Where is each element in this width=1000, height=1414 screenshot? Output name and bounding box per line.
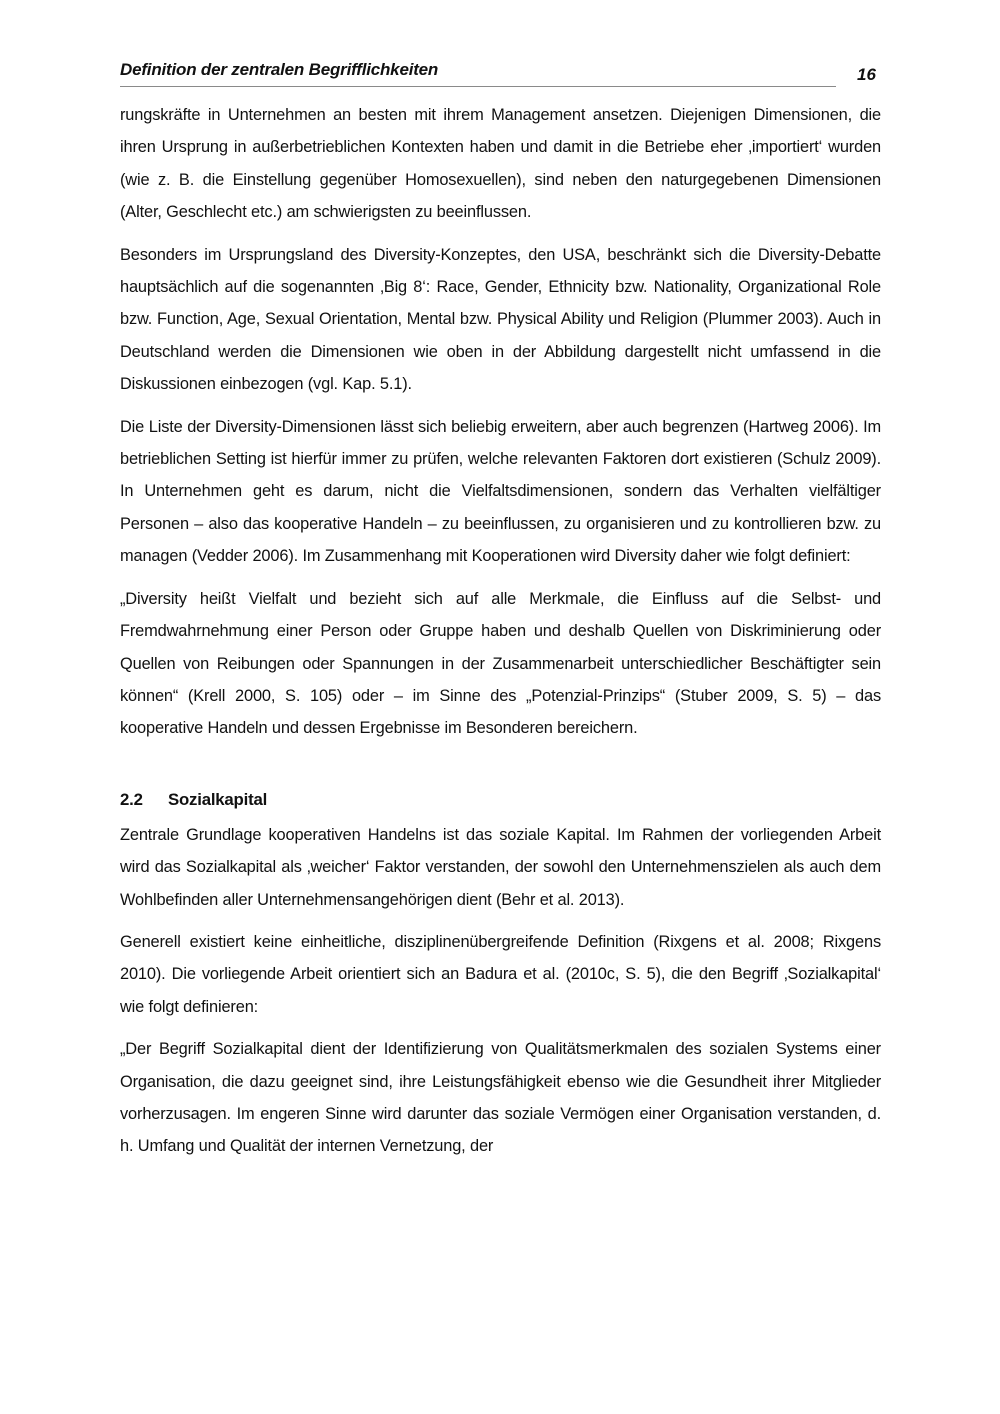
paragraph: Generell existiert keine einheitliche, disziplinenübergreifende Definition (Rixgens et al. 2008; Rixgens 2010). Die vorliegende Arbeit orientiert sich an Badura et al. (2010c, S. 5), die den Begriff ‚Sozialkapital‘ wie folgt definieren: [120,932,881,1016]
paragraph: Die Liste der Diversity-Dimensionen lässt sich beliebig erweitern, aber auch begrenzen (Hartweg 2006). Im betrieblichen Setting ist hierfür immer zu prüfen, welche relevanten Faktoren dort existieren (Schulz 2009). In Unternehmen geht es darum, nicht die Vielfaltsdimensionen, sondern das Verhalten vielfältiger Personen – also das kooperative Handeln – zu beeinflussen, zu organisieren und zu kontrollieren bzw. zu managen (Vedder 2006). Im Zusammenhang mit Kooperationen wird Diversity daher wie folgt definiert: [120,417,881,566]
running-header [120,60,836,87]
header-title: Definition der zentralen Begrifflichkeiten [120,60,439,79]
quote-paragraph: „Diversity heißt Vielfalt und bezieht sich auf alle Merkmale, die Einfluss auf die Selbst- und Fremdwahrnehmung einer Person oder Gruppe haben und deshalb Quellen von Diskriminierung oder Quellen von Reibungen oder Spannungen in der Zusammenarbeit unterschiedlicher Beschäftigter sein können“ (Krell 2000, S. 105) oder – im Sinne des „Potenzial-Prinzips“ (Stuber 2009, S. 5) – das kooperative Handeln und dessen Ergebnisse im Besonderen bereichern. [120,589,881,738]
paragraph: Zentrale Grundlage kooperativen Handelns ist das soziale Kapital. Im Rahmen der vorliegenden Arbeit wird das Sozialkapital als ‚weicher‘ Faktor verstanden, der sowohl den Unternehmenszielen als auch dem Wohlbefinden aller Unternehmensangehörigen dient (Behr et al. 2013). [120,825,881,909]
paragraph: rungskräfte in Unternehmen an besten mit ihrem Management ansetzen. Diejenigen Dimensionen, die ihren Ursprung in außerbetrieblichen Kontexten haben und damit in die Betriebe eher ‚importiert‘ wurden (wie z. B. die Einstellung gegenüber Homosexuellen), sind neben den naturgegebenen Dimensionen (Alter, Geschlecht etc.) am schwierigsten zu beeinflussen. [120,106,881,222]
section-title: Sozialkapital [168,789,268,809]
page-body [120,99,881,1163]
quote-paragraph: „Der Begriff Sozialkapital dient der Identifizierung von Qualitätsmerkmalen des sozialen Systems einer Organisation, die dazu geeignet sind, ihre Leistungsfähigkeit ebenso wie die Gesundheit ihrer Mitglieder vorherzusagen. Im engeren Sinne wird darunter das soziale Vermögen einer Organisation verstanden, d. h. Umfang und Qualität der internen Vernetzung, der [120,1040,881,1156]
paragraph: Besonders im Ursprungsland des Diversity-Konzeptes, den USA, beschränkt sich die Diversity-Debatte hauptsächlich auf die sogenannten ‚Big 8‘: Race, Gender, Ethnicity bzw. Nationality, Organizational Role bzw. Function, Age, Sexual Orientation, Mental bzw. Physical Ability und Religion (Plummer 2003). Auch in Deutschland werden die Dimensionen wie oben in der Abbildung dargestellt nicht umfassend in die Diskussionen einbezogen (vgl. Kap. 5.1). [120,245,881,394]
section-heading [120,785,881,815]
page-number: 16 [857,65,876,84]
section-number: 2.2 [120,789,143,809]
